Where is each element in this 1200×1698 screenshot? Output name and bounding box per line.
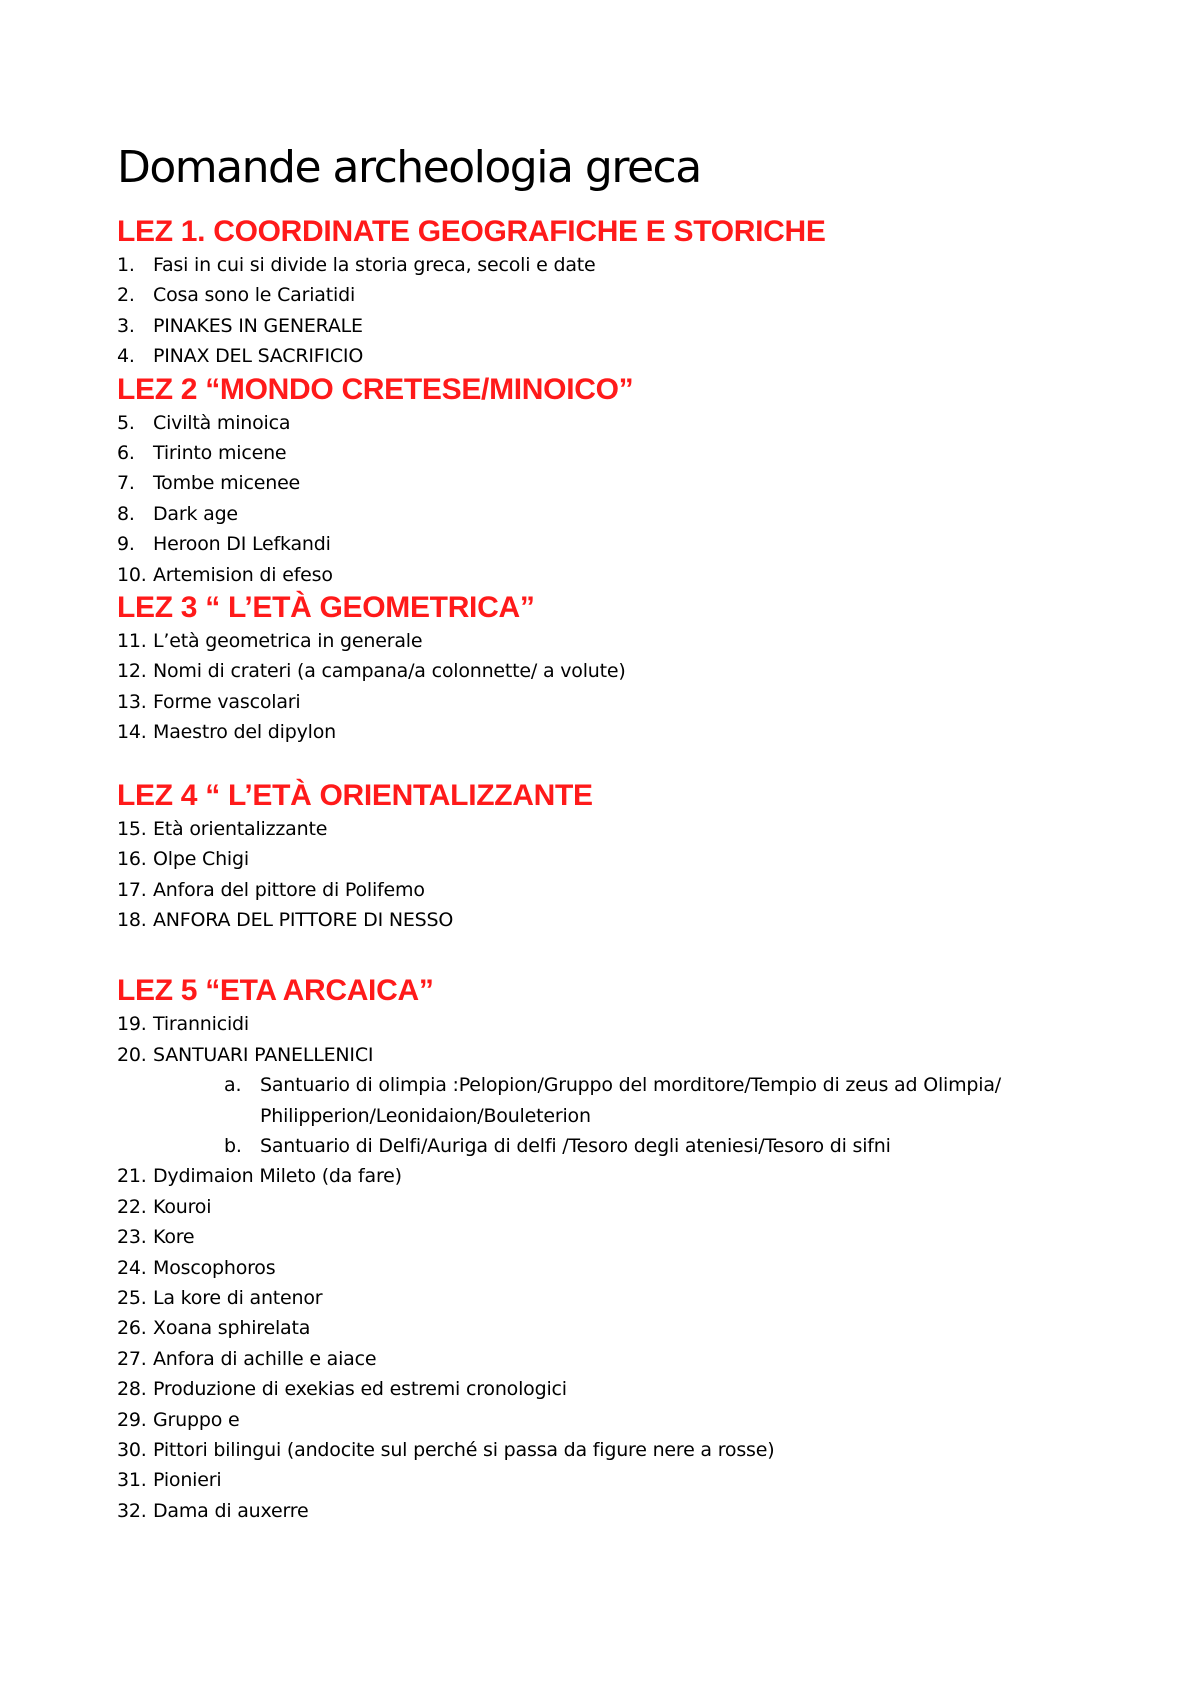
item-text: Civiltà minoica — [153, 411, 291, 434]
list-item — [117, 408, 1120, 438]
item-number: 2. — [117, 284, 135, 307]
item-number: 27. — [117, 1347, 147, 1370]
list-item — [117, 1435, 1120, 1465]
item-number: 6. — [117, 442, 135, 465]
item-number: 1. — [117, 254, 135, 276]
list-item — [117, 341, 1120, 371]
item-number: 21. — [117, 1165, 147, 1188]
item-text: Cosa sono le Cariatidi — [153, 284, 356, 307]
item-text: Forme vascolari — [153, 690, 301, 713]
item-number: 20. — [117, 1043, 147, 1066]
item-text: Artemision di efeso — [153, 563, 333, 586]
section-heading: LEZ 1. COORDINATE GEOGRAFICHE E STORICHE — [117, 215, 826, 248]
item-number: 18. — [117, 908, 147, 931]
item-text: La kore di antenor — [153, 1286, 323, 1309]
item-text: Fasi in cui si divide la storia greca, secoli e date — [153, 254, 596, 276]
item-text: Pittori bilingui (andocite sul perché si passa da figure nere a rosse) — [153, 1439, 775, 1461]
item-text: Anfora di achille e aiace — [153, 1347, 377, 1370]
item-text: Xoana sphirelata — [153, 1317, 311, 1340]
item-number: 12. — [117, 660, 147, 683]
item-text: ANFORA DEL PITTORE DI NESSO — [153, 908, 454, 931]
item-number: 26. — [117, 1317, 147, 1340]
question-list — [117, 626, 1120, 748]
question-list — [117, 1161, 1120, 1526]
list-item — [117, 1405, 1120, 1435]
question-list — [117, 408, 1120, 590]
item-number: 30. — [117, 1439, 147, 1461]
item-number: 29. — [117, 1408, 147, 1431]
item-number: 28. — [117, 1378, 147, 1401]
item-number: 5. — [117, 411, 135, 434]
item-text: Gruppo e — [153, 1408, 240, 1431]
item-text: Heroon DI Lefkandi — [153, 533, 331, 556]
list-item — [117, 1009, 1120, 1039]
list-item — [117, 280, 1120, 310]
question-list — [117, 250, 1120, 372]
list-item — [117, 1283, 1120, 1313]
section-lez-2 — [117, 372, 1120, 590]
item-number: 9. — [117, 533, 135, 556]
sub-item-text: Santuario di Delfi/Auriga di delfi /Tesoro degli ateniesi/Tesoro di sifni — [260, 1134, 891, 1157]
item-number: 24. — [117, 1256, 147, 1279]
item-number: 23. — [117, 1226, 147, 1249]
item-text: Kore — [153, 1226, 195, 1249]
item-text: Maestro del dipylon — [153, 721, 336, 744]
item-number: 7. — [117, 472, 135, 495]
list-item — [117, 1253, 1120, 1283]
item-number: 31. — [117, 1469, 147, 1492]
item-number: 8. — [117, 502, 135, 525]
sub-item-letter: b. — [224, 1134, 242, 1157]
item-number: 13. — [117, 690, 147, 713]
item-text: Età orientalizzante — [153, 817, 328, 840]
item-number: 32. — [117, 1499, 147, 1522]
list-item — [117, 438, 1120, 468]
list-item — [117, 1192, 1120, 1222]
list-item — [117, 1161, 1120, 1191]
item-text: SANTUARI PANELLENICI — [153, 1043, 374, 1066]
item-text: Dydimaion Mileto (da fare) — [153, 1165, 402, 1188]
list-item — [117, 311, 1120, 341]
list-item — [117, 1374, 1120, 1404]
item-text: Tirinto micene — [153, 442, 287, 465]
item-number: 22. — [117, 1195, 147, 1218]
item-number: 14. — [117, 721, 147, 744]
item-text: Kouroi — [153, 1195, 212, 1218]
document-title: Domande archeologia greca — [117, 142, 701, 193]
item-text: Produzione di exekias ed estremi cronologici — [153, 1378, 567, 1401]
item-text: L’età geometrica in generale — [153, 630, 423, 653]
list-item — [117, 656, 1120, 686]
item-text: Nomi di crateri (a campana/a colonnette/ a volute) — [153, 660, 626, 683]
sub-list-item — [224, 1131, 1120, 1161]
item-number: 15. — [117, 817, 147, 840]
item-number: 10. — [117, 563, 147, 586]
list-item — [117, 1313, 1120, 1343]
question-list — [117, 814, 1120, 936]
list-item — [117, 499, 1120, 529]
item-text: PINAX DEL SACRIFICIO — [153, 345, 364, 368]
question-list — [117, 1009, 1120, 1070]
item-number: 25. — [117, 1286, 147, 1309]
item-number: 11. — [117, 630, 147, 653]
sub-question-list — [117, 1070, 1120, 1161]
section-heading: LEZ 3 “ L’ETÀ GEOMETRICA” — [117, 591, 535, 625]
list-item — [117, 717, 1120, 747]
list-item — [117, 529, 1120, 559]
section-lez-1 — [117, 214, 1120, 372]
item-number: 16. — [117, 848, 147, 871]
section-heading: LEZ 4 “ L’ETÀ ORIENTALIZZANTE — [117, 778, 593, 812]
list-item — [117, 1040, 1120, 1070]
list-item — [117, 1344, 1120, 1374]
list-item — [117, 1496, 1120, 1526]
sub-item-letter: a. — [224, 1074, 242, 1097]
section-heading: LEZ 5 “ETA ARCAICA” — [117, 974, 434, 1008]
list-item — [117, 1222, 1120, 1252]
sub-item-text: Santuario di olimpia :Pelopion/Gruppo del morditore/Tempio di zeus ad Olimpia/ Philipperion/Leonidaion/Bouleterion — [260, 1074, 1001, 1127]
item-number: 3. — [117, 314, 135, 337]
section-lez-3 — [117, 590, 1120, 748]
item-number: 19. — [117, 1013, 147, 1036]
item-text: Tombe micenee — [153, 472, 301, 495]
list-item — [117, 626, 1120, 656]
item-text: PINAKES IN GENERALE — [153, 314, 363, 337]
item-text: Tirannicidi — [153, 1013, 249, 1036]
item-text: Pionieri — [153, 1469, 222, 1492]
section-heading: LEZ 2 “MONDO CRETESE/MINOICO” — [117, 372, 634, 406]
list-item — [117, 1465, 1120, 1495]
item-text: Olpe Chigi — [153, 848, 249, 871]
list-item — [117, 875, 1120, 905]
list-item — [117, 814, 1120, 844]
list-item — [117, 844, 1120, 874]
item-number: 4. — [117, 345, 135, 368]
item-number: 17. — [117, 878, 147, 901]
item-text: Moscophoros — [153, 1256, 276, 1279]
sub-list-item — [224, 1070, 1120, 1131]
list-item — [117, 905, 1120, 935]
item-text: Anfora del pittore di Polifemo — [153, 878, 425, 901]
section-lez-4 — [117, 778, 1120, 936]
list-item — [117, 468, 1120, 498]
list-item — [117, 250, 1120, 280]
list-item — [117, 560, 1120, 590]
section-lez-5 — [117, 973, 1120, 1526]
list-item — [117, 687, 1120, 717]
item-text: Dama di auxerre — [153, 1499, 309, 1522]
item-text: Dark age — [153, 502, 238, 525]
